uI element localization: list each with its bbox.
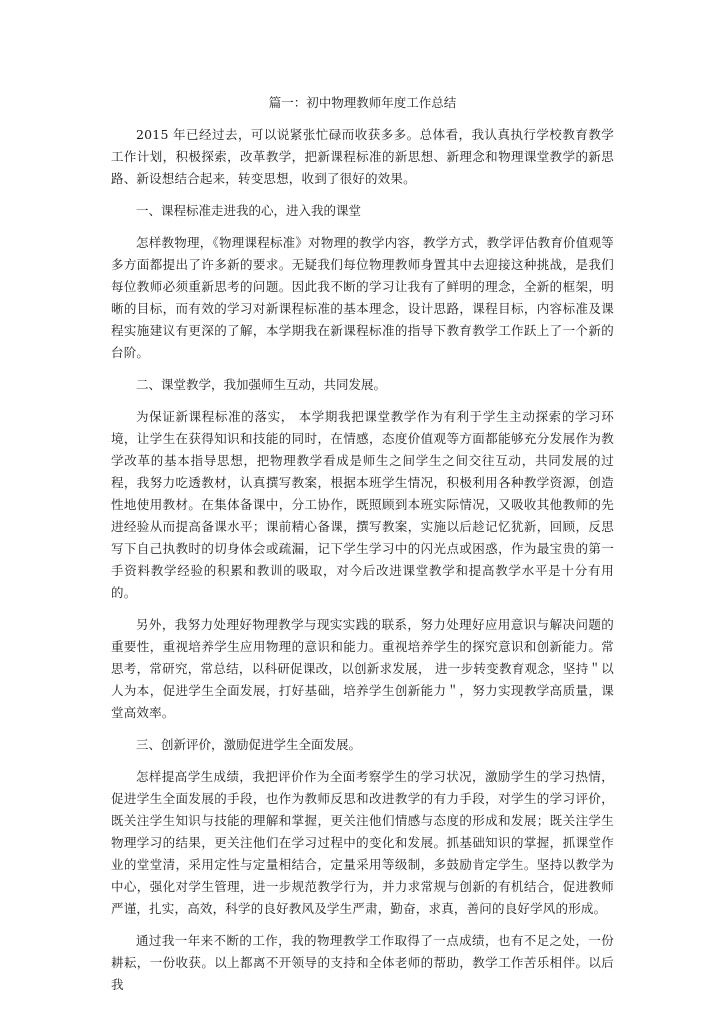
section-heading-2: 二、课堂教学，我加强师生互动，共同发展。 (136, 377, 387, 392)
section-heading-3: 三、创新评价，激励促进学生全面发展。 (136, 737, 362, 752)
section-2-paragraph-2: 另外，我努力处理好物理教学与现实实践的联系，努力处理好应用意识与解决问题的重要性，重视培养学生应用物理的意识和能力。重视培养学生的探究意识和创新能力。常思考，常研究，常总结，以科研促课改，以创新求发展， 进一步转变教育观念，坚持＂以人为本，促进学生全面发展，打好基础，培养学生创新能力＂，努力实现教学高质量，课堂高效率。 (111, 617, 614, 720)
document-title: 篇一：初中物理教师年度工作总结 (268, 95, 457, 110)
intro-paragraph: 2015 年已经过去，可以说紧张忙碌而收获多多。总体看，我认真执行学校教育教学工作计划，积极探索，改革教学，把新课程标准的新思想、新理念和物理课堂教学的新思路、新设想结合起来，转变思想，收到了很好的效果。 (111, 127, 614, 186)
section-3-paragraph-2: 通过我一年来不断的工作，我的物理教学工作取得了一点成绩，也有不足之处，一份耕耘，一份收获。以上都离不开领导的支持和全体老师的帮助，教学工作苦乐相伴。以后我 (111, 933, 614, 992)
section-3-paragraph-1: 怎样提高学生成绩，我把评价作为全面考察学生的学习状况，激励学生的学习热情，促进学生全面发展的手段，也作为教师反思和改进教学的有力手段，对学生的学习评价，既关注学生知识与技能的理解和掌握，更关注他们情感与态度的形成和发展；既关注学生物理学习的结果，更关注他们在学习过程中的变化和发展。抓基础知识的掌握，抓课堂作业的堂堂清，采用定性与定量相结合，定量采用等级制，多鼓励肯定学生。坚持以教学为中心，强化对学生管理，进一步规范教学行为，并力求常规与创新的有机结合，促进教师严谨，扎实，高效，科学的良好教风及学生严肃，勤奋，求真，善问的良好学风的形成。 (111, 769, 614, 916)
section-2-paragraph-1: 为保证新课程标准的落实， 本学期我把课堂教学作为有利于学生主动探索的学习环境，让学生在获得知识和技能的同时，在情感，态度价值观等方面都能够充分发展作为教学改革的基本指导思想，把物理教学看成是师生之间学生之间交往互动，共同发展的过程，我努力吃透教材，认真撰写教案，根据本班学生情况，积极利用各种教学资源，创造性地使用教材。在集体备课中，分工协作，既照顾到本班实际情况，又吸收其他教师的先进经验从而提高备课水平；课前精心备课，撰写教案，实施以后趁记忆犹新，回顾，反思写下自己执教时的切身体会或疏漏，记下学生学习中的闪光点或困惑，作为最宝贵的第一手资料教学经验的积累和教训的吸取，对今后改进课堂教学和提高教学水平是十分有用的。 (111, 409, 614, 600)
document-page (111, 94, 614, 1006)
section-1-paragraph-1: 怎样教物理，《物理课程标准》对物理的教学内容，教学方式，教学评估教育价值观等多方面都提出了许多新的要求。无疑我们每位物理教师身置其中去迎接这种挑战，是我们每位教师必须重新思考的问题。因此我不断的学习让我有了鲜明的理念，全新的框架，明晰的目标，而有效的学习对新课程标准的基本理念，设计思路，课程目标，内容标准及课程实施建议有更深的了解，本学期我在新课程标准的指导下教育教学工作跃上了一个新的台阶。 (111, 235, 614, 360)
section-heading-1: 一、课程标准走进我的心，进入我的课堂 (136, 203, 362, 218)
